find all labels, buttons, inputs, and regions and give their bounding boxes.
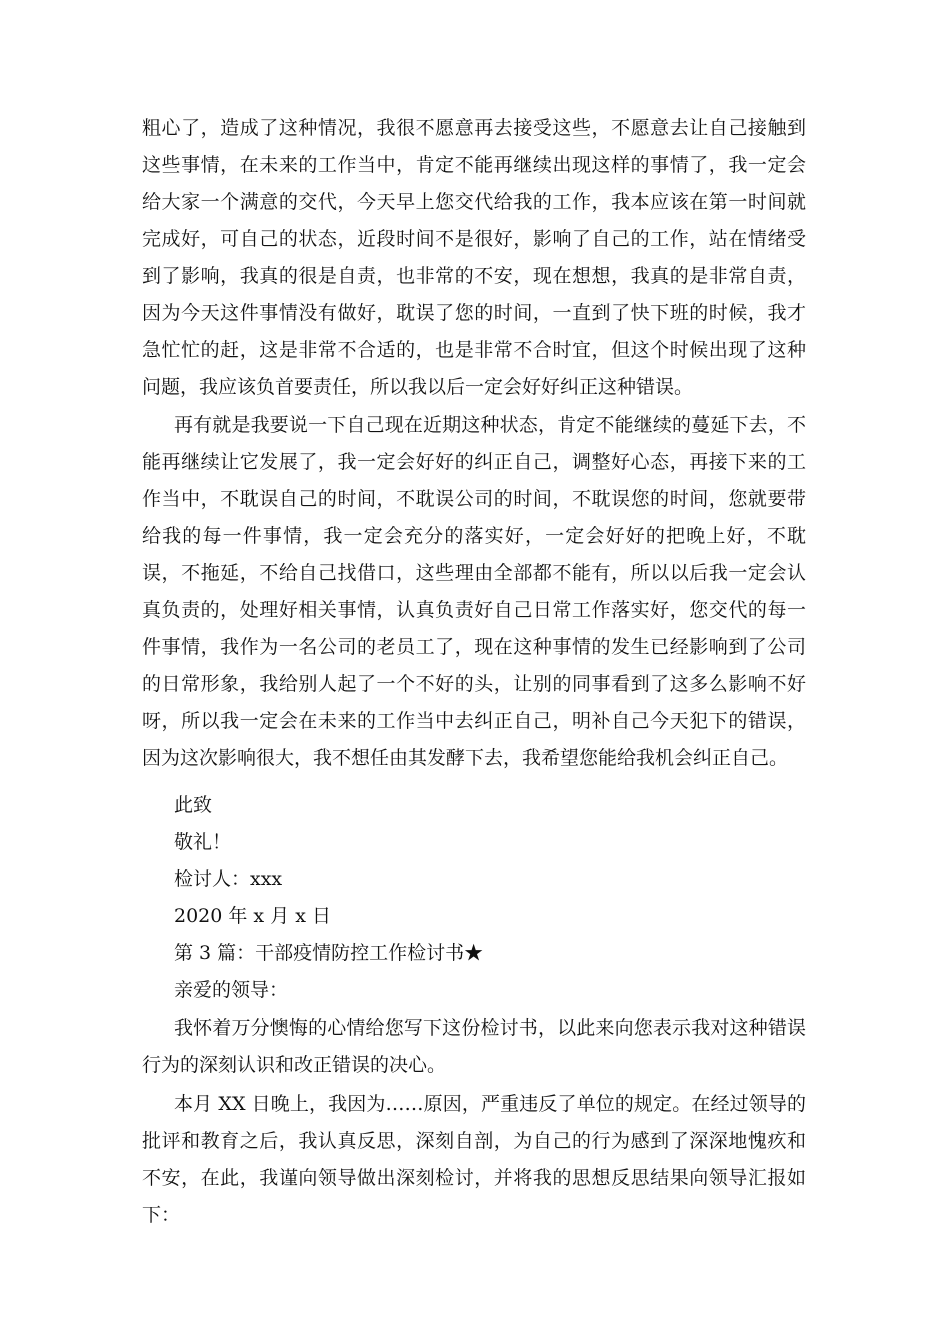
paragraph-2: 再有就是我要说一下自己现在近期这种状态，肯定不能继续的蔓延下去，不能再继续让它发展了，我一定会好好的纠正自己，调整好心态，再接下来的工作当中，不耽误自己的时间，不耽误公司的时间，不耽误您的时间，您就要带给我的每一件事情，我一定会充分的落实好，一定会好好的把晚上好，不耽误，不拖延，不给自己找借口，这些理由全部都不能有，所以以后我一定会认真负责的，处理好相关事情，认真负责好自己日常工作落实好，您交代的每一件事情，我作为一名公司的老员工了，现在这种事情的发生已经影响到了公司的日常形象，我给别人起了一个不好的头，让别的同事看到了这多么影响不好呀，所以我一定会在未来的工作当中去纠正自己，明补自己今天犯下的错误，因为这次影响很大，我不想任由其发酵下去，我希望您能给我机会纠正自己。: [142, 414, 806, 769]
signer-line: 检讨人：xxx: [174, 868, 283, 890]
paragraph-4: 本月 XX 日晚上，我因为……原因，严重违反了单位的规定。在经过领导的批评和教育之后，我认真反思，深刻自剖，为自己的行为感到了深深地愧疚和不安，在此，我谨向领导做出深刻检讨，并将我的思想反思结果向领导汇报如下：: [142, 1093, 806, 1226]
paragraph-1: 粗心了，造成了这种情况，我很不愿意再去接受这些，不愿意去让自己接触到这些事情，在未来的工作当中，肯定不能再继续出现这样的事情了，我一定会给大家一个满意的交代，今天早上您交代给我的工作，我本应该在第一时间就完成好，可自己的状态，近段时间不是很好，影响了自己的工作，站在情绪受到了影响，我真的很是自责，也非常的不安，现在想想，我真的是非常自责，因为今天这件事情没有做好，耽误了您的时间，一直到了快下班的时候，我才急忙忙的赶，这是非常不合适的，也是非常不合时宜，但这个时候出现了这种问题，我应该负首要责任，所以我以后一定会好好纠正这种错误。: [142, 117, 806, 398]
section-title: 第 3 篇：干部疫情防控工作检讨书★: [174, 942, 484, 964]
paragraph-3: 我怀着万分懊悔的心情给您写下这份检讨书，以此来向您表示我对这种错误行为的深刻认识和改正错误的决心。: [142, 1017, 806, 1076]
closing-line-1: 此致: [174, 794, 213, 816]
date-line: 2020 年 x 月 x 日: [174, 905, 331, 927]
closing-line-2: 敬礼！: [174, 831, 232, 853]
salutation: 亲爱的领导：: [174, 979, 289, 1001]
